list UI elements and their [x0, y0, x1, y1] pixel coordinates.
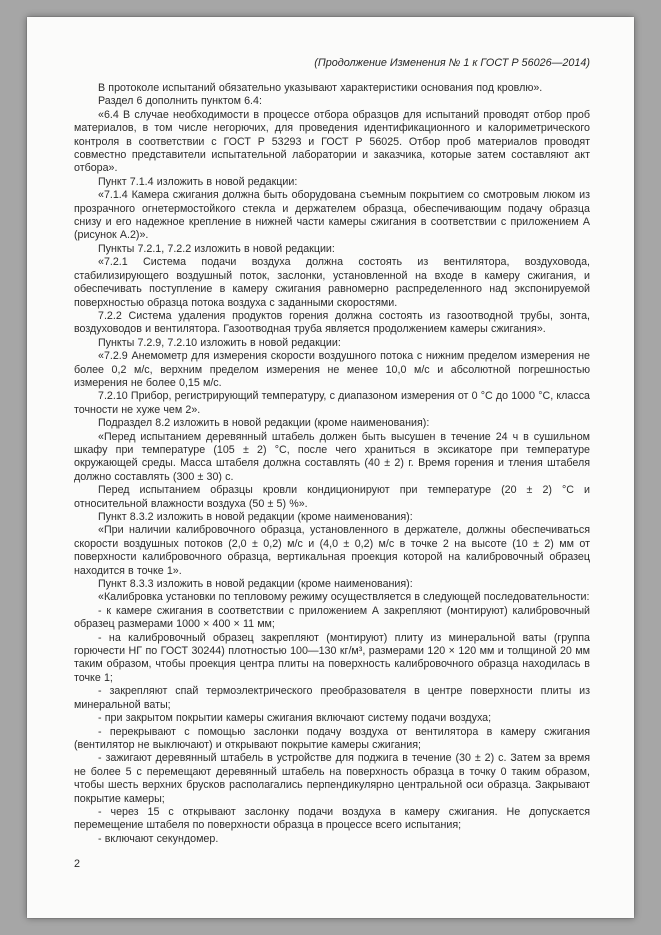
- paragraph: Пункты 7.2.9, 7.2.10 изложить в новой редакции:: [98, 336, 341, 349]
- paragraph: Пункт 8.3.2 изложить в новой редакции (кроме наименования):: [98, 511, 413, 523]
- document-content: [74, 82, 590, 846]
- paragraph: Раздел 6 дополнить пунктом 6.4:: [98, 95, 262, 108]
- paragraph: В протоколе испытаний обязательно указывают характеристики основания под кровлю».: [98, 82, 543, 94]
- paragraph: «При наличии калибровочного образца, установленного в держателе, должны обеспечиваться скорости воздушных потоков (2,0 ± 0,2) м/с и (4,0 ± 0,2) м/с в точке 2 на высоте (10 ± 2) мм от поверхности калибровочного образца, вертикальная проекция которой на калибровочный образец находится в точке 1».: [74, 524, 590, 577]
- list-item-paragraph: - к камере сжигания в соответствии с приложением А закрепляют (монтируют) калибровочный образец размерами 1000 × 400 × 11 мм;: [74, 604, 590, 631]
- list-item-paragraph: - зажигают деревянный штабель в устройстве для поджига в течение (30 ± 2) с. Затем за время не более 5 с перемещают деревянный штабель на поверхность образца в точку 0 таким образом, чтобы шесть верхних брусков располагались перпендикулярно центральной оси образца. Закрывают покрытие камеры;: [74, 752, 590, 805]
- list-item-paragraph: - закрепляют спай термоэлектрического преобразователя в центре поверхности плиты из минеральной ваты;: [74, 685, 590, 711]
- paragraph: «Калибровка установки по тепловому режиму осуществляется в следующей последовательности:: [98, 591, 590, 604]
- paragraph: «7.1.4 Камера сжигания должна быть оборудована съемным покрытием со смотровым люком из прозрачного огнетермостойкого стекла и держателем образца, обеспечивающим подачу образца снизу и его надежное крепление в нижней части камеры сжигания в соответствии с приложением А (рисунок А.2)».: [74, 189, 590, 242]
- paragraph: «Перед испытанием деревянный штабель должен быть высушен в течение 24 ч в сушильном шкафу при температуре (105 ± 2) °С, после чего храниться в эксикаторе при температуре окружающей среды. Масса штабеля должна составлять (40 ± 2) г. Время горения и тления штабеля должно составлять (300 ± 30) с.: [74, 430, 590, 483]
- paragraph: «7.2.1 Система подачи воздуха должна состоять из вентилятора, воздуховода, стабилизирующего воздушный поток, заслонки, установленной на входе в камеру сжигания, и обеспечивать поступление в камеру сжигания равномерно распределенного над экспонируемой поверхностью образца потока воздуха с заданными скоростями.: [74, 256, 590, 309]
- paragraph: Перед испытанием образцы кровли кондиционируют при температуре (20 ± 2) °С и относительной влажности воздуха (50 ± 5) %».: [74, 484, 590, 510]
- list-item-paragraph: - при закрытом покрытии камеры сжигания включают систему подачи воздуха;: [98, 712, 492, 725]
- page-number: 2: [74, 858, 81, 871]
- paragraph: Подраздел 8.2 изложить в новой редакции (кроме наименования):: [98, 417, 430, 430]
- running-header: (Продолжение Изменения № 1 к ГОСТ Р 56026—2014): [314, 57, 590, 69]
- list-item-paragraph: - включают секундомер.: [98, 832, 219, 845]
- paragraph: «7.2.9 Анемометр для измерения скорости воздушного потока с нижним пределом измерения не более 0,2 м/с, верхним пределом измерения не менее 10,0 м/с и абсолютной погрешностью измерения не более 0,15 м/с.: [74, 350, 590, 389]
- paragraph: 7.2.10 Прибор, регистрирующий температуру, с диапазоном измерения от 0 °С до 1000 °С, класса точности не хуже чем 2».: [74, 390, 590, 416]
- list-item-paragraph: - перекрывают с помощью заслонки подачу воздуха от вентилятора в камеру сжигания (вентилятор не выключают) и открывают покрытие камеры сжигания;: [74, 725, 590, 751]
- paragraph: 7.2.2 Система удаления продуктов горения должна состоять из газоотводной трубы, зонта, воздуховодов и вентилятора. Газоотводная труба является продолжением камеры сжигания».: [74, 309, 590, 336]
- paragraph: «6.4 В случае необходимости в процессе отбора образцов для испытаний проводят отбор проб материалов, в том числе негорючих, для проведения идентификационного и калориметрического контроля в соответствии с ГОСТ Р 53293 и ГОСТ Р 56025. Отбор проб материалов проводят совместно представители испытательной лаборатории и заказчика, которые затем составляют акт отбора».: [74, 108, 590, 175]
- paragraph: Пункт 7.1.4 изложить в новой редакции:: [98, 175, 298, 188]
- paragraph: Пункт 8.3.3 изложить в новой редакции (кроме наименования):: [98, 578, 413, 591]
- document-page: [27, 17, 634, 918]
- list-item-paragraph: - на калибровочный образец закрепляют (монтируют) плиту из минеральной ваты (группа горючести НГ по ГОСТ 30244) плотностью 100—130 кг/м³, размерами 120 × 120 мм и толщиной 20 мм таким образом, чтобы проекция центра плиты на поверхность калибровочного образца находилась в точке 1;: [74, 631, 590, 684]
- paragraph: Пункты 7.2.1, 7.2.2 изложить в новой редакции:: [98, 242, 335, 255]
- list-item-paragraph: - через 15 с открывают заслонку подачи воздуха в камеру сжигания. Не допускается перемещение штабеля по поверхности образца в процессе всего испытания;: [74, 805, 590, 832]
